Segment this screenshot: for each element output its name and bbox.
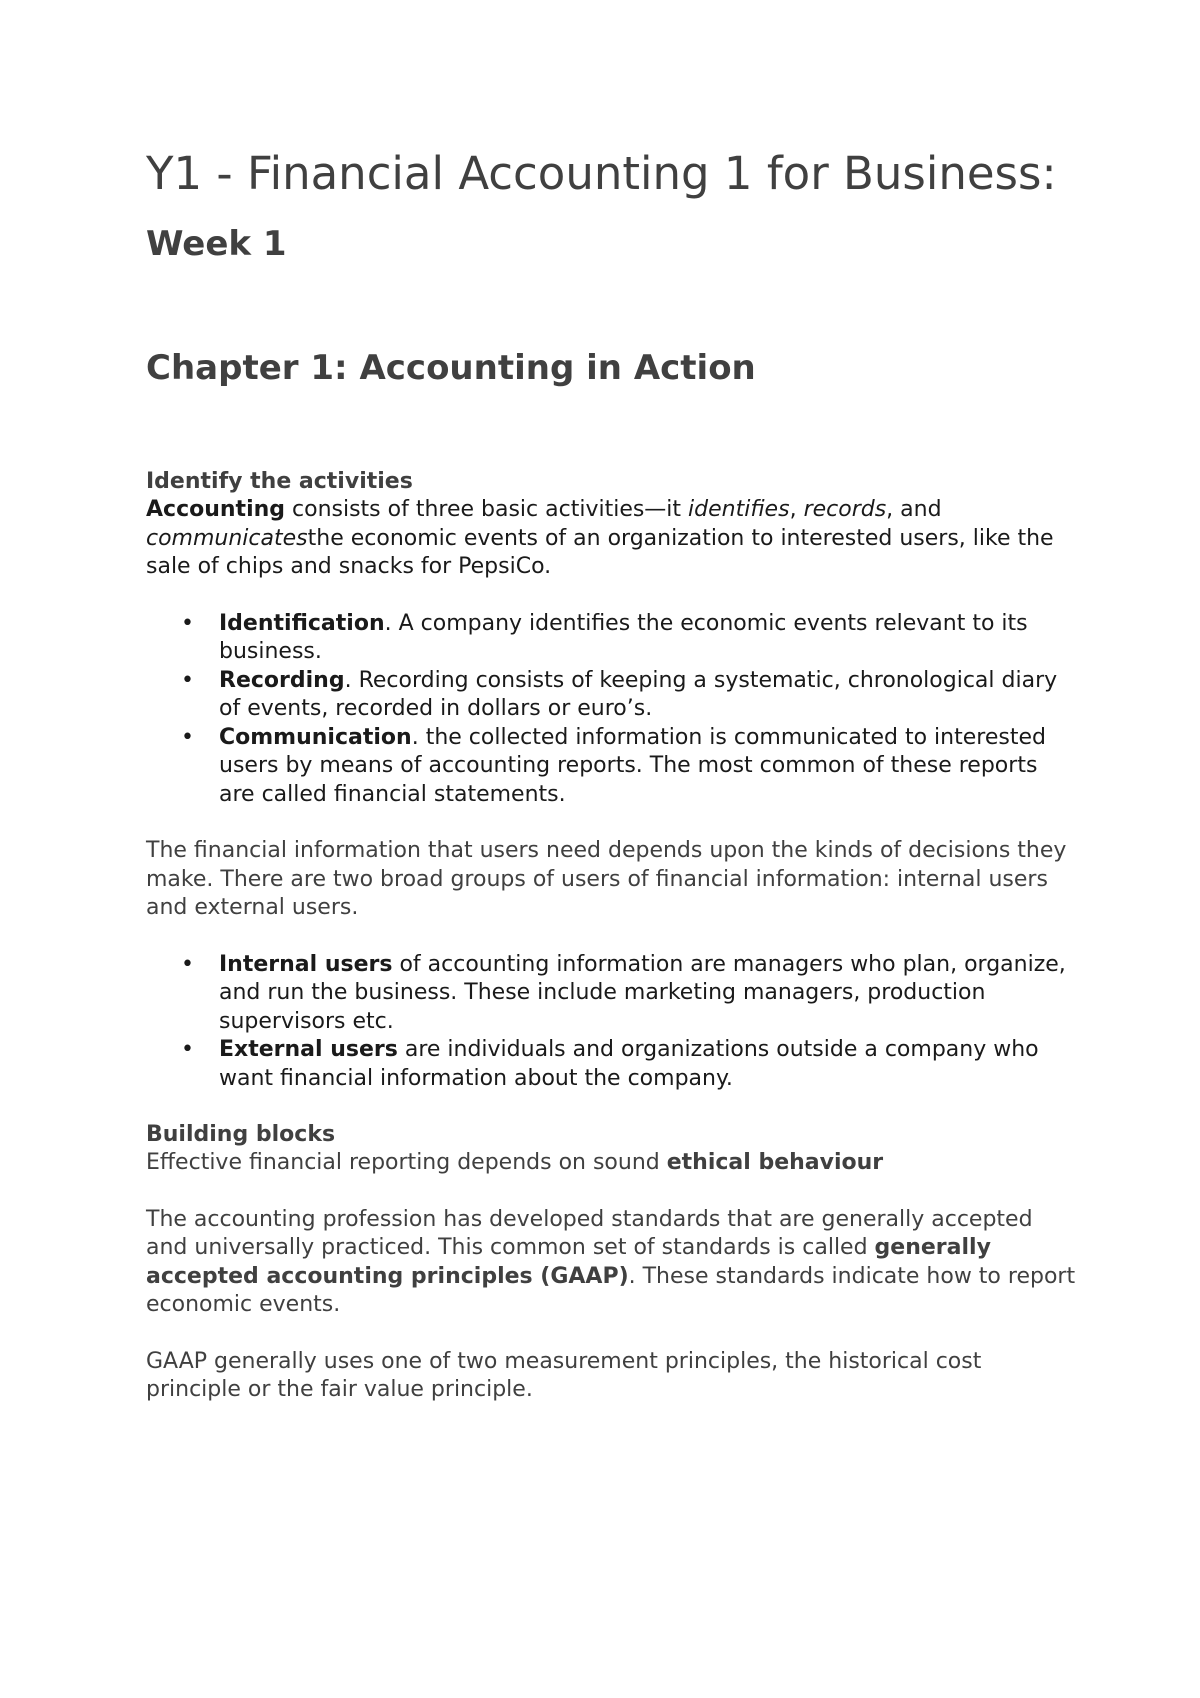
list-item: • External users are individuals and organizations outside a company who want financial information about the company. xyxy=(181,1037,1039,1091)
bullet-icon: • xyxy=(181,951,194,977)
identify-section xyxy=(146,468,1076,1093)
bullet-icon: • xyxy=(181,667,194,693)
list-item: • Communication. the collected information is communicated to interested users by means of accounting reports. The most common of these reports are called financial statements. xyxy=(181,724,1046,807)
accounting-term: Accounting xyxy=(146,497,286,522)
bullet-icon: • xyxy=(181,1037,194,1062)
bullet-icon: • xyxy=(181,724,194,750)
accounting-intro: Accounting consists of three basic activities—it identifies, records, and communicatesthe economic events of an organization to interested users, like the sale of chips and snacks for PepsiCo. xyxy=(146,497,1054,579)
identify-heading: Identify the activities xyxy=(146,469,413,494)
list-item: • Internal users of accounting information are managers who plan, organize, and run the business. These include marketing managers, production supervisors etc. xyxy=(181,951,1066,1034)
ethics-line: Effective financial reporting depends on sound ethical behaviour xyxy=(146,1150,884,1175)
activities-list xyxy=(146,610,1076,810)
list-item: • Recording. Recording consists of keeping a systematic, chronological diary of events, recorded in dollars or euro’s. xyxy=(181,667,1058,721)
building-section xyxy=(146,1121,1076,1405)
week-heading: Week 1 xyxy=(146,224,287,264)
gaap-paragraph: The accounting profession has developed standards that are generally accepted and universally practiced. This common set of standards is called generally accepted accounting principles (GAAP). These standards indicate how to report economic events. xyxy=(146,1206,1076,1317)
measurement-paragraph: GAAP generally uses one of two measurement principles, the historical cost principle or the fair value principle. xyxy=(146,1348,982,1402)
chapter-heading: Chapter 1: Accounting in Action xyxy=(146,348,756,388)
bullet-icon: • xyxy=(181,610,194,636)
users-list xyxy=(146,951,1076,1094)
users-paragraph: The financial information that users need depends upon the kinds of decisions they make. There are two broad groups of users of financial information: internal users and external users. xyxy=(146,838,1067,920)
document-page xyxy=(146,146,1076,1405)
list-item: • Identification. A company identifies the economic events relevant to its business. xyxy=(181,610,1028,664)
document-title: Y1 - Financial Accounting 1 for Business: xyxy=(146,147,1057,200)
building-heading: Building blocks xyxy=(146,1122,336,1147)
